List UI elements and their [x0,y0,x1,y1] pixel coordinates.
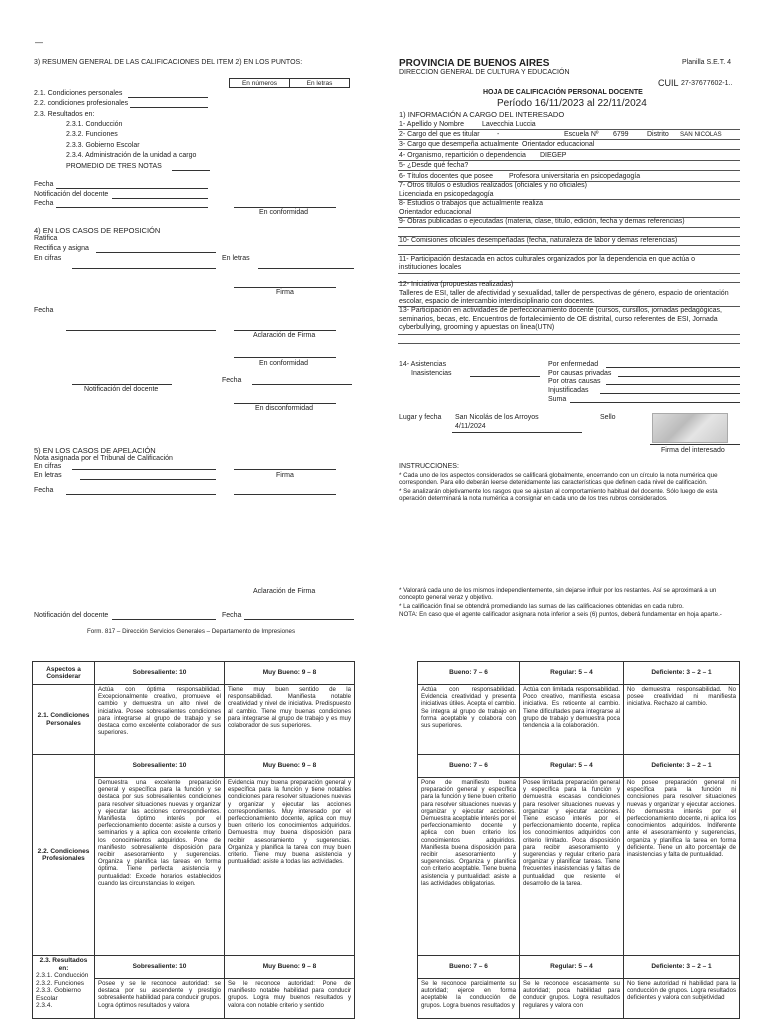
row-resultados [33,956,95,1019]
f2-escuela-value: 6799 [613,131,629,138]
f3-label: 3- Cargo que desempeña actualmente [399,141,519,148]
cell-r1-deficiente: No demuestra responsabilidad. No posee creatividad ni manifiesta iniciativa. Rechazo al cambio. [624,685,740,755]
header-regular: Regular: 5 – 4 [520,662,624,685]
f4-label: 4- Organismo, repartición o dependencia [399,152,526,159]
cell-r2-deficiente: No posee preparación general ni específica para la función ni concisiones para resolver situaciones nuevas y organizar y ejecutar acciones. No demuestra interés por el perfeccionamiento docente, ni aplica los conocimientos adquiridos. Indiferente ante el asesoramiento y sugerencias, organiza y planifica la tarea en forma deficiente. Tiene un alto porcentaje de inasistencias y falta de puntualidad. [624,778,740,956]
item-condiciones-personales: 2.1. Condiciones personales [34,90,123,97]
section5-title: 5) EN LOS CASOS DE APELACIÓN [34,446,156,455]
col-numeros: En números [230,79,290,88]
en-conformidad-1: En conformidad [259,209,309,216]
aclaracion-label-1: Aclaración de Firma [253,332,316,339]
firma-label-2: Firma [276,472,294,479]
f1-value: Lavecchia Luccia [482,121,536,128]
summary-table [229,78,350,88]
f11-label: 11- Participación destacada en actos culturales organizados por la dependencia en que actúa o instituciones locales [399,256,696,271]
f12-value: Talleres de ESI, taller de afectividad y sexualidad, taller de perspectivas de género, espacio de orientación escolar, espacio de intercambio interdisciplinario con docentes. [399,290,729,305]
fecha-label-2: Fecha [34,200,54,207]
item-promedio: PROMEDIO DE TRES NOTAS [66,163,162,170]
fecha-value: 4/11/2024 [455,423,486,430]
lugar-value: San Nicolás de los Arroyos [455,414,539,421]
cell-r2-bueno: Pone de manifiesto buena preparación general y específica para la función y tiene buen criterio para resolver situaciones nuevas y organizar y ejecutar acciones. Demuestra aceptable interés por el perfeccionamiento docente y aplica con buen criterio los conocimientos adquiridos. Manifiesta buena disposición para recibir asesoramiento y sugerencias. Organiza y planifica con criterio aceptable. Tiene buena asistencia y puntualidad: asiste a las actividades obligatorias. [418,778,520,956]
direccion-title: DIRECCION GENERAL DE CULTURA Y EDUCACIÓN [399,69,570,76]
cuil-label: CUIL [658,78,679,88]
f8-label: 8- Estudios o trabajos que actualmente realiza [399,200,543,207]
header-r3-regular: Regular: 5 – 4 [520,956,624,979]
instruccion-1: * Cada uno de los aspectos considerados se calificará globalmente, encerrando con un círculo la nota numérica que corresponden. Para ello deberán leerse detenidamente las características que definen cada nivel de calificación. [399,472,718,487]
cell-r3-mb: Se le reconoce autoridad: Pone de manifiesto notable habilidad para conducir grupos. Logra muy buenos resultados y valora con notable criterio y sentido [225,979,355,1019]
fecha-label-3: Fecha [34,307,54,314]
en-letras-label-1: En letras [222,255,250,262]
instruccion-2: * Se analizarán objetivamente los rasgos que se ajustan al comportamiento habitual del docente. Sólo luego de esta operación determinará la nota numérica a consignar en cada uno de los tres rubros considerados. [399,488,718,503]
f2-escuela-label: Escuela Nº [564,131,599,138]
f7-label: 7- Otros títulos o estudios realizados (oficiales y no oficiales) [399,182,587,189]
f5-label: 5- ¿Desde qué fecha? [399,162,469,169]
notificacion-label-3: Notificación del docente [34,612,109,619]
nota-1: * Valorará cada uno de los mismos independientemente, sin dejarse influir por los restantes. Así se aproximará a un concepto general veraz y objetivo. [399,587,717,602]
row-resultados-title: 2.3. Resultados en: [39,957,88,972]
f14-otras: Por otras causas [548,378,601,385]
cell-r2-mb: Evidencia muy buena preparación general y específica para la función y tiene notables condiciones para resolver situaciones nuevas y organizar y ejecutar las acciones correspondientes. Muy interesado por el perfeccionamiento docente, aplica con muy buen criterio los conocimientos adquiridos. Demuestra muy buena disposición para recibir asesoramiento y sugerencias. Organiza y planifica la tarea con muy buen criterio. Tiene muy buena asistencia y puntualidad: asiste a todas las actividades. [225,778,355,956]
firma-label-1: Firma [276,289,294,296]
firma-interesado: Firma del interesado [661,447,725,454]
header-r2-mb: Muy Bueno: 9 – 8 [225,755,355,778]
cell-r3-bueno: Se le reconoce parcialmente su autoridad; ejerce en forma aceptable la conducción de grupos. Logra buenos resultados y [418,979,520,1019]
sello-label: Sello [600,414,616,421]
criteria-table-left [32,661,355,1019]
lugar-fecha-label: Lugar y fecha [399,414,442,421]
f6-label: 6- Títulos docentes que posee [399,173,494,180]
header-r2-regular: Regular: 5 – 4 [520,755,624,778]
f6-value: Profesora universitaria en psicopedagogía [509,173,641,180]
cell-r3-regular: Se le reconoce escasamente su autoridad; poca habilidad para conducir grupos. Logra resultados regulares y valora con [520,979,624,1019]
periodo: Período 16/11/2023 al 22/11/2024 [497,98,647,109]
f14-injustificadas: Injustificadas [548,387,589,394]
header-aspectos: Aspectos a Considerar [33,662,95,685]
form-footer: Form. 817 – Dirección Servicios Generales – Departamento de Impresiones [87,628,296,635]
f14-label: 14- Asistencias [399,361,447,368]
col-letras: En letras [290,79,350,88]
provincia-title: PROVINCIA DE BUENOS AIRES [399,58,550,69]
aclaracion-label-2: Aclaración de Firma [253,588,316,595]
en-cifras-label-2: En cifras [34,463,62,470]
dash-mark: — [35,38,43,47]
item-administracion: 2.3.4. Administración de la unidad a cargo [66,152,197,159]
f1-label: 1- Apellido y Nombre [399,121,464,128]
cell-r2-regular: Posee limitada preparación general y específica para la función y demuestra escasas condiciones para resolver situaciones nuevas y organizar y ejecutar acciones. Tiene escaso interés por el perfeccionamiento docente, replica los conocimientos adquiridos con criterio limitado. Poca disposición para recibir asesoramiento y sugerencias y regular criterio para organizar y planificar tareas. Tiene frecuentes inasistencias y faltas de puntualidad que resiente el desarrollo de la tarea. [520,778,624,956]
cell-r1-sob: Actúa con óptima responsabilidad. Excepcionalmente creativo, promueve el cambio y demuestra un alto nivel de iniciativa. Posee sobresalientes condiciones para integrarse al grupo de trabajo y se destaca como excelente colaborador de sus superiores. [95,685,225,755]
nota-2: * La calificación final se obtendrá promediando las sumas de las calificaciones obtenidas en cada rubro. [399,603,684,610]
f14-suma: Suma [548,396,567,403]
section4-title: 4) EN LOS CASOS DE REPOSICIÓN [34,226,161,235]
item-gobierno-escolar: 2.3.3. Gobierno Escolar [66,142,140,149]
f2-label: 2- Cargo del que es titular [399,131,480,138]
f7-value: Licenciada en psicopedagogía [399,191,494,198]
cuil-value: 27-37677602-1.. [681,80,733,87]
header-deficiente: Deficiente: 3 – 2 – 1 [624,662,740,685]
header-r2-sob: Sobresaliente: 10 [95,755,225,778]
header-bueno: Bueno: 7 – 6 [418,662,520,685]
signature-image [652,413,728,443]
nota-3: NOTA: En caso que el agente calificador asignara nota inferior a seis (6) puntos, deberá fundamentar en hoja aparte.- [399,611,722,618]
header-r3-mb: Muy Bueno: 9 – 8 [225,956,355,979]
f14-enfermedad: Por enfermedad [548,361,599,368]
cell-r1-regular: Actúa con limitada responsabilidad. Poco creativo, manifiesta escasa iniciativa. Es reticente al cambio. Tiene dificultades para integrarse al grupo de trabajo y demuestra poca tendencia a la colaboración. [520,685,624,755]
header-sobresaliente: Sobresaliente: 10 [95,662,225,685]
en-disconformidad: En disconformidad [255,405,313,412]
cell-r3-deficiente: No tiene autoridad ni habilidad para la conducción de grupos. Logra resultados deficientes y valora con subjetividad [624,979,740,1019]
row-condiciones-profesionales: 2.2. Condiciones Profesionales [33,755,95,956]
planilla-label: Planilla S.E.T. 4 [682,59,732,66]
row-resultados-sub: 2.3.1. Conducción 2.3.2. Funciones 2.3.3. Gobierno Escolar 2.3.4. [36,972,89,1009]
f13-label: 13- Participación en actividades de perfeccionamiento docente (cursos, cursillos, jornadas pedagógicas, seminarios, becas, etc. Encuentros de fortalecimiento de OE distrital, curso referentes de ESI, Jornada cyberbullying, grooming y apuestas on linea(UTN) [399,307,722,332]
en-conformidad-2: En conformidad [259,360,309,367]
f2-dash: - [497,131,500,138]
header-r3-sob: Sobresaliente: 10 [95,956,225,979]
row-condiciones-personales: 2.1. Condiciones Personales [33,685,95,755]
item-funciones: 2.3.2. Funciones [66,131,118,138]
cell-r3-sob: Posee y se le reconoce autoridad: se destaca por su ascendente y prestigio sobresaliente habilidad para conducir grupos. Logra óptimos resultados y valora [95,979,225,1019]
cell-r2-sob: Demuestra una excelente preparación general y específica para la función y se destaca por sus sobresalientes condiciones para resolver situaciones nuevas y organizar y ejecutar las acciones correspondientes. Manifiesta óptimo interés por el perfeccionamiento docente: asiste a cursos y seminarios y a aplica con excelente criterio los conocimientos adquiridos. Pone de manifiesto sobresaliente disposición para recibir asesoramiento y sugerencias. Organiza y planifica las tareas en forma óptima. Tiene perfecta asistencia y puntualidad: Excede horarios establecidos cuando las circunstancias lo exigen. [95,778,225,956]
info-title: 1) INFORMACIÓN A CARGO DEL INTERESADO [399,110,565,119]
instrucciones-title: INSTRUCCIONES: [399,463,459,470]
nota-asignada-label: Nota asignada por el Tribunal de Calificación [34,455,173,462]
f3-value: Orientador educacional [522,141,595,148]
f10-label: 10- Comisiones oficiales desempeñadas (fecha, naturaleza de labor y demas referencias) [399,237,678,244]
fecha-label-5: Fecha [34,487,54,494]
f12-label: 12- Iniciativa (propuestas realizadas) [399,281,514,288]
criteria-table-right [417,661,740,1019]
ratifica-label: Ratifica [34,235,58,242]
f14-inasistencias: Inasistencias [411,370,452,377]
f2-distrito-label: Distrito [647,131,669,138]
header-r2-deficiente: Deficiente: 3 – 2 – 1 [624,755,740,778]
section3-title: 3) RESUMEN GENERAL DE LAS CALIFICACIONES DEL ITEM 2) EN LOS PUNTOS: [34,59,303,66]
en-cifras-label-1: En cifras [34,255,62,262]
hoja-title: HOJA DE CALIFICACIÓN PERSONAL DOCENTE [483,89,643,96]
f9-label: 9- Obras publicadas o ejecutadas (materia, clase, título, edición, fecha y demas referencias) [399,218,685,225]
f8-value: Orientador educacional [399,209,472,216]
header-r2-bueno: Bueno: 7 – 6 [418,755,520,778]
f14-privadas: Por causas privadas [548,370,612,377]
rectifica-label: Rectifica y asigna [34,245,89,252]
notificacion-label-2: Notificación del docente [84,386,159,393]
en-letras-label-2: En letras [34,472,62,479]
header-muy-bueno: Muy Bueno: 9 – 8 [225,662,355,685]
header-r3-bueno: Bueno: 7 – 6 [418,956,520,979]
fecha-label-4: Fecha [222,377,242,384]
f4-value: DIEGEP [540,152,567,159]
fecha-label-1: Fecha [34,181,54,188]
cell-r1-mb: Tiene muy buen sentido de la responsabilidad. Manifiesta notable creatividad y nivel de iniciativa. Predispuesto al cambio. Tiene muy buenas condiciones para integrarse al grupo de trabajo y es muy colaborador de sus superiores. [225,685,355,755]
fecha-label-6: Fecha [222,612,242,619]
item-conduccion: 2.3.1. Conducción [66,121,123,128]
item-resultados: 2.3. Resultados en: [34,111,95,118]
header-r3-deficiente: Deficiente: 3 – 2 – 1 [624,956,740,979]
notificacion-label-1: Notificación del docente [34,191,109,198]
item-condiciones-profesionales: 2.2. condiciones profesionales [34,100,129,107]
f2-distrito-value: SAN NICOLAS [680,131,722,138]
cell-r1-bueno: Actúa con responsabilidad. Evidencia creatividad y presenta iniciativas útiles. Acepta el cambio. Se integra al grupo de trabajo en forma aceptable y colabora con sus superiores. [418,685,520,755]
